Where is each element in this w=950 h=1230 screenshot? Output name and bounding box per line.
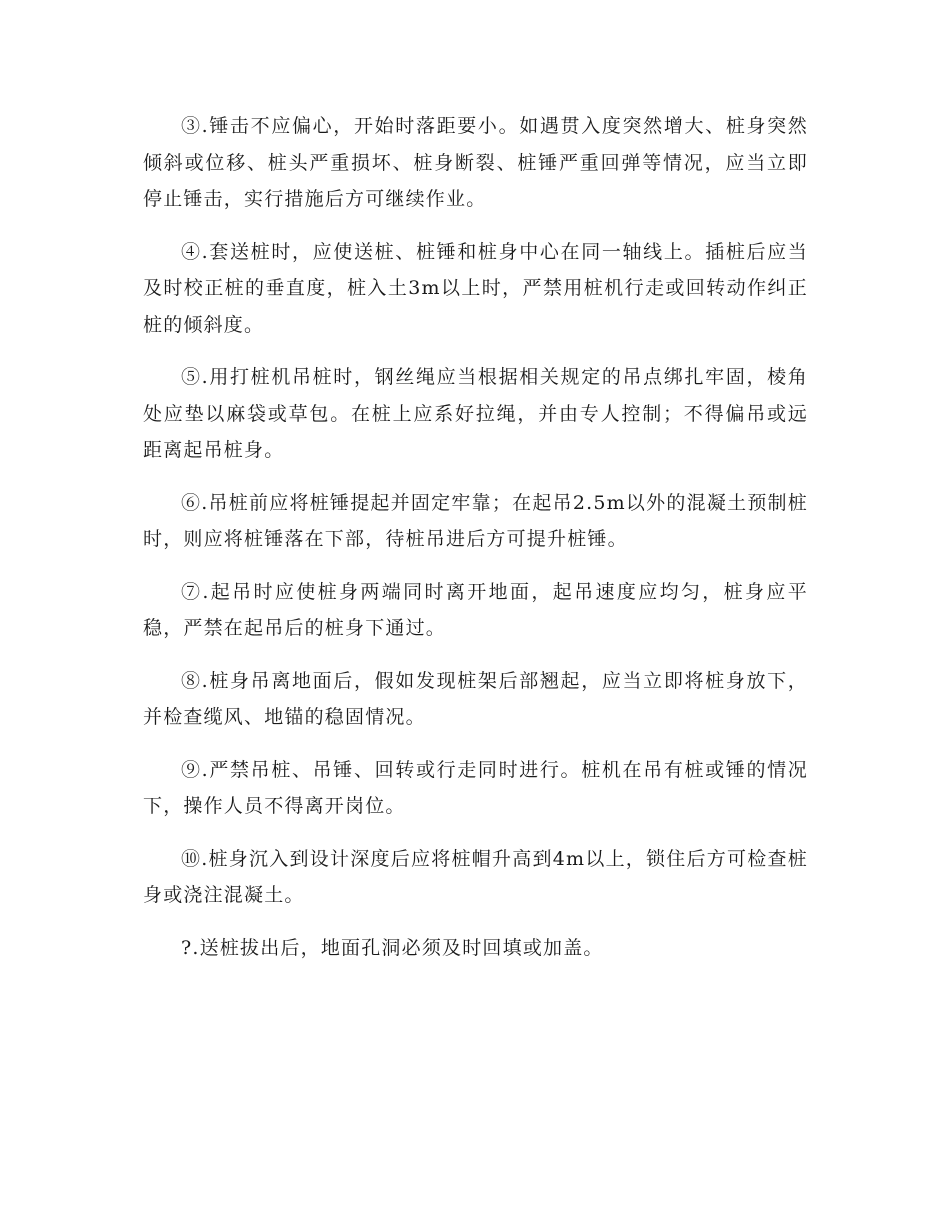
paragraph-item-5: ⑤.用打桩机吊桩时，钢丝绳应当根据相关规定的吊点绑扎牢固，棱角处应垫以麻袋或草包。在桩上应系好拉绳，并由专人控制；不得偏吊或远距离起吊桩身。 [143,366,808,461]
paragraph-item-10: ⑩.桩身沉入到设计深度后应将桩帽升高到4m以上，锁住后方可检查桩身或浇注混凝土。 [143,847,808,906]
paragraph-item-6: ⑥.吊桩前应将桩锤提起并固定牢靠；在起吊2.5m以外的混凝土预制桩时，则应将桩锤落在下部，待桩吊进后方可提升桩锤。 [143,491,808,550]
paragraph-item-7: ⑦.起吊时应使桩身两端同时离开地面，起吊速度应均匀，桩身应平稳，严禁在起吊后的桩身下通过。 [143,580,808,639]
paragraph-item-11: ?.送桩拔出后，地面孔洞必须及时回填或加盖。 [181,936,604,959]
document-body [143,108,808,982]
paragraph-item-9: ⑨.严禁吊桩、吊锤、回转或行走同时进行。桩机在吊有桩或锤的情况下，操作人员不得离开岗位。 [143,758,808,817]
paragraph-item-8: ⑧.桩身吊离地面后，假如发现桩架后部翘起，应当立即将桩身放下，并检查缆风、地锚的稳固情况。 [143,669,808,728]
paragraph-item-4: ④.套送桩时，应使送桩、桩锤和桩身中心在同一轴线上。插桩后应当及时校正桩的垂直度，桩入土3m以上时，严禁用桩机行走或回转动作纠正桩的倾斜度。 [143,240,808,336]
paragraph-item-3: ③.锤击不应偏心，开始时落距要小。如遇贯入度突然增大、桩身突然倾斜或位移、桩头严重损坏、桩身断裂、桩锤严重回弹等情况，应当立即停止锤击，实行措施后方可继续作业。 [143,115,808,210]
